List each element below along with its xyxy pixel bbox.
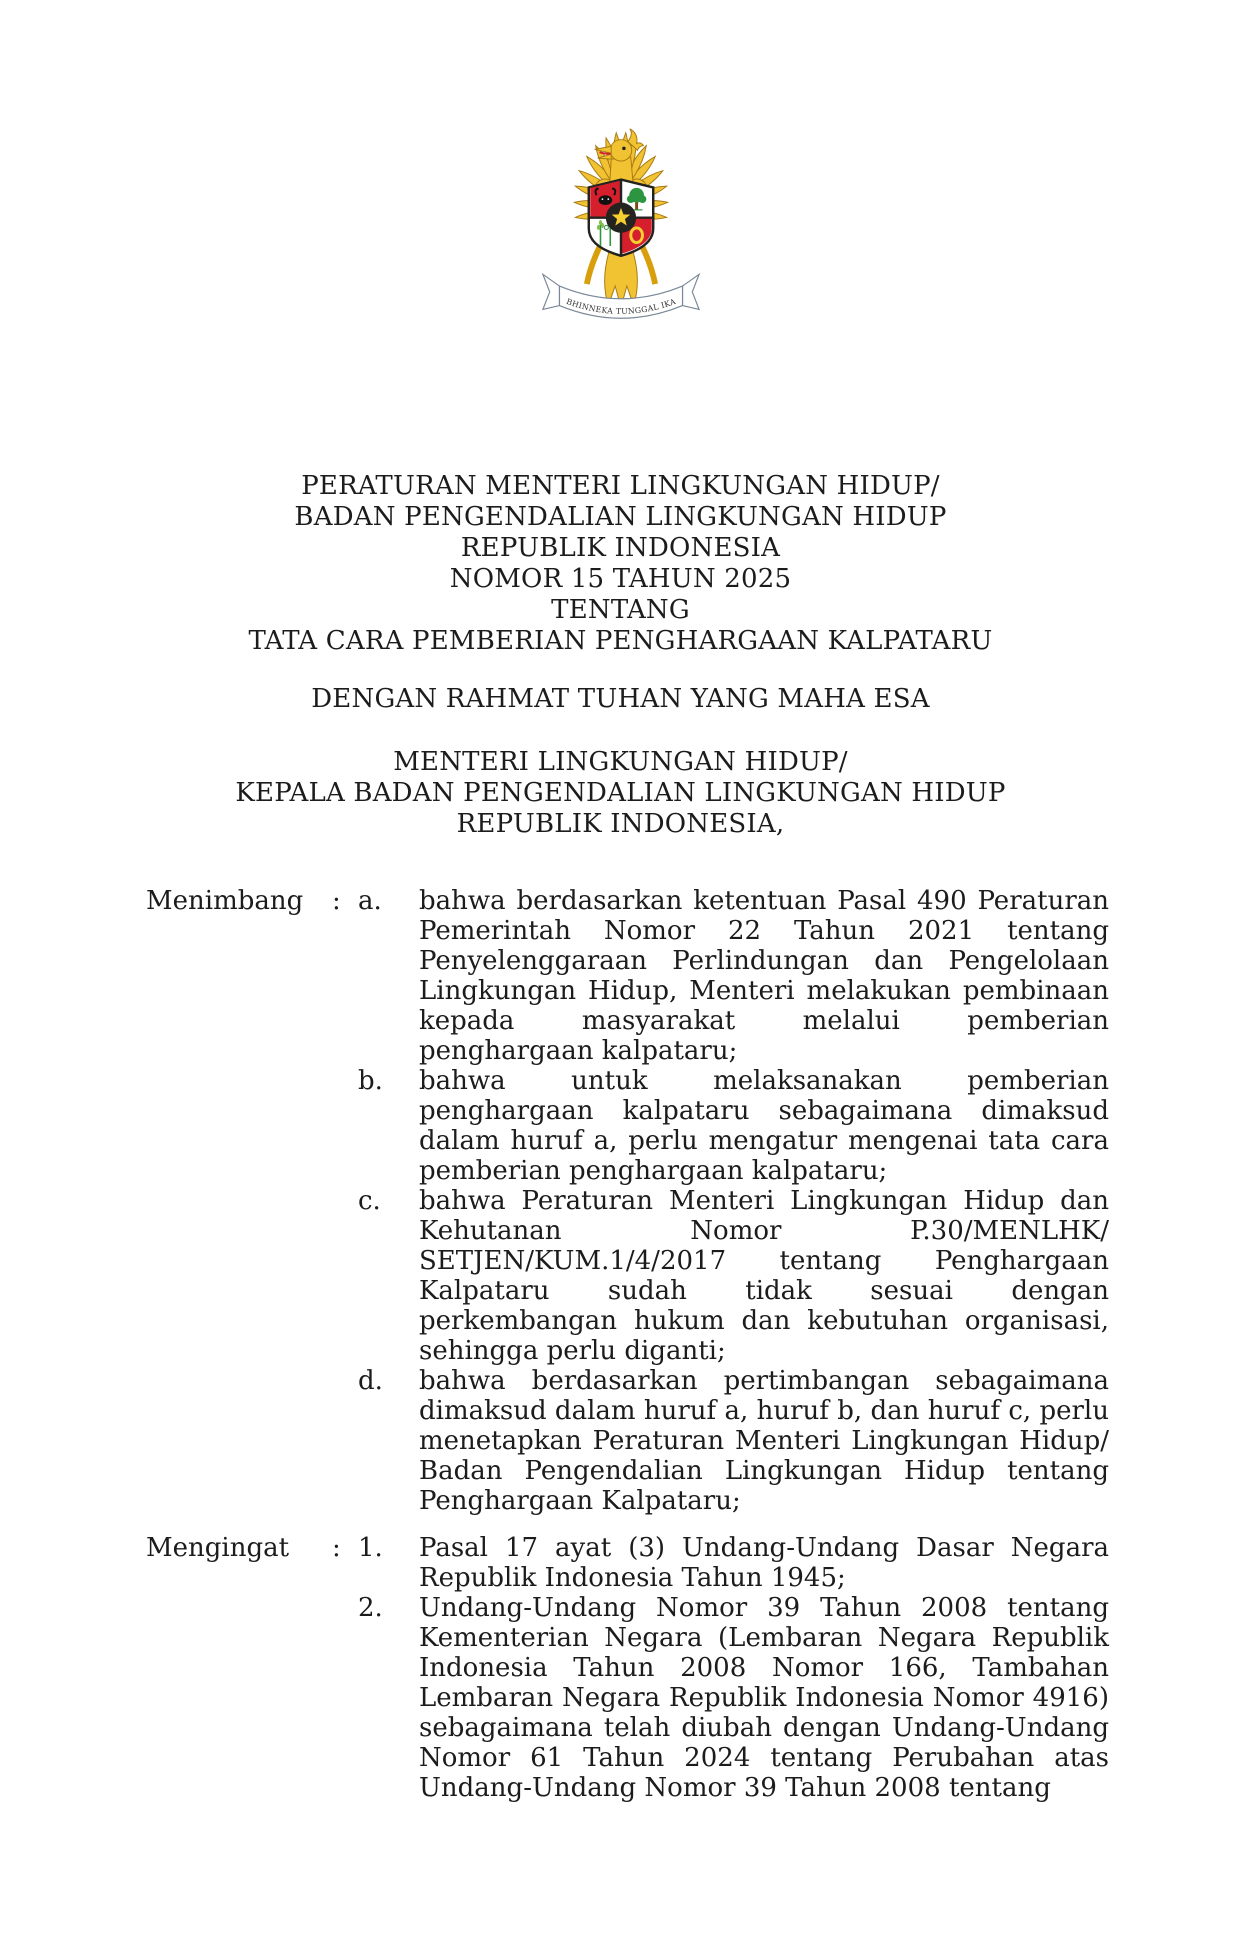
authority-block — [0, 747, 1241, 840]
item-marker: 2. — [358, 1593, 383, 1623]
section-colon: : — [332, 1533, 341, 1563]
legal-basis-item-1 — [358, 1533, 1109, 1593]
legal-basis-item-2 — [358, 1593, 1109, 1803]
garuda-pancasila-emblem — [538, 118, 704, 333]
section-colon: : — [332, 886, 341, 916]
consideration-item-b — [358, 1066, 1109, 1186]
item-marker: 1. — [358, 1533, 383, 1563]
authority-line-3: REPUBLIK INDONESIA, — [456, 809, 785, 839]
item-marker: c. — [358, 1186, 381, 1216]
right-leg — [641, 245, 655, 284]
item-marker: a. — [358, 886, 382, 916]
title-line-2: BADAN PENGENDALIAN LINGKUNGAN HIDUP — [294, 502, 947, 532]
section-menimbang — [146, 886, 1109, 1516]
emblem-ribbon-text: BHINNEKA TUNGGAL IKA — [564, 296, 677, 316]
section-mengingat — [146, 1533, 1109, 1803]
item-marker: b. — [358, 1066, 383, 1096]
item-text: Pasal 17 ayat (3) Undang-Undang Dasar Negara Republik Indonesia Tahun 1945; — [419, 1533, 1109, 1593]
pancasila-shield — [588, 180, 652, 256]
item-text: bahwa Peraturan Menteri Lingkungan Hidup dan Kehutanan Nomor P.30/MENLHK/ SETJEN/KUM.1/4/2017 tentang Penghargaan Kalpataru sudah tidak sesuai dengan perkembangan hukum dan kebutuhan organisasi, sehingga perlu diganti; — [419, 1186, 1109, 1366]
consideration-item-a — [358, 886, 1109, 1066]
title-line-5: TENTANG — [551, 595, 690, 625]
authority-line-2: KEPALA BADAN PENGENDALIAN LINGKUNGAN HIDUP — [235, 778, 1006, 808]
preamble-sections — [146, 886, 1109, 1803]
item-text: bahwa untuk melaksanakan pemberian penghargaan kalpataru sebagaimana dimaksud dalam huruf a, perlu mengatur mengenai tata cara pemberian penghargaan kalpataru; — [419, 1066, 1109, 1186]
title-line-6: TATA CARA PEMBERIAN PENGHARGAAN KALPATARU — [248, 626, 993, 656]
document-title — [0, 471, 1241, 657]
title-line-3: REPUBLIK INDONESIA — [460, 533, 781, 563]
legal-basis-items — [358, 1533, 1109, 1803]
consideration-items — [358, 886, 1109, 1516]
authority-line-1: MENTERI LINGKUNGAN HIDUP/ — [393, 747, 848, 777]
invocation-line: DENGAN RAHMAT TUHAN YANG MAHA ESA — [311, 684, 930, 714]
title-line-4: NOMOR 15 TAHUN 2025 — [449, 564, 792, 594]
item-text: bahwa berdasarkan ketentuan Pasal 490 Peraturan Pemerintah Nomor 22 Tahun 2021 tentang Penyelenggaraan Perlindungan dan Pengelolaan Lingkungan Hidup, Menteri melakukan pembinaan kepada masyarakat melalui pemberian penghargaan kalpataru; — [419, 886, 1109, 1066]
consideration-item-d — [358, 1366, 1109, 1516]
item-text: bahwa berdasarkan pertimbangan sebagaimana dimaksud dalam huruf a, huruf b, dan huruf c, perlu menetapkan Peraturan Menteri Lingkungan Hidup/ Badan Pengendalian Lingkungan Hidup tentang Penghargaan Kalpataru; — [419, 1366, 1109, 1516]
title-line-1: PERATURAN MENTERI LINGKUNGAN HIDUP/ — [301, 471, 940, 501]
consideration-item-c — [358, 1186, 1109, 1366]
item-text: Undang-Undang Nomor 39 Tahun 2008 tentang Kementerian Negara (Lembaran Negara Republik Indonesia Tahun 2008 Nomor 166, Tambahan Lembaran Negara Republik Indonesia Nomor 4916) sebagaimana telah diubah dengan Undang-Undang Nomor 61 Tahun 2024 tentang Perubahan atas Undang-Undang Nomor 39 Tahun 2008 tentang — [419, 1593, 1109, 1803]
section-label: Menimbang — [146, 886, 304, 916]
national-emblem — [0, 118, 1241, 333]
item-marker: d. — [358, 1366, 383, 1396]
section-label: Mengingat — [146, 1533, 290, 1563]
left-leg — [586, 245, 600, 284]
